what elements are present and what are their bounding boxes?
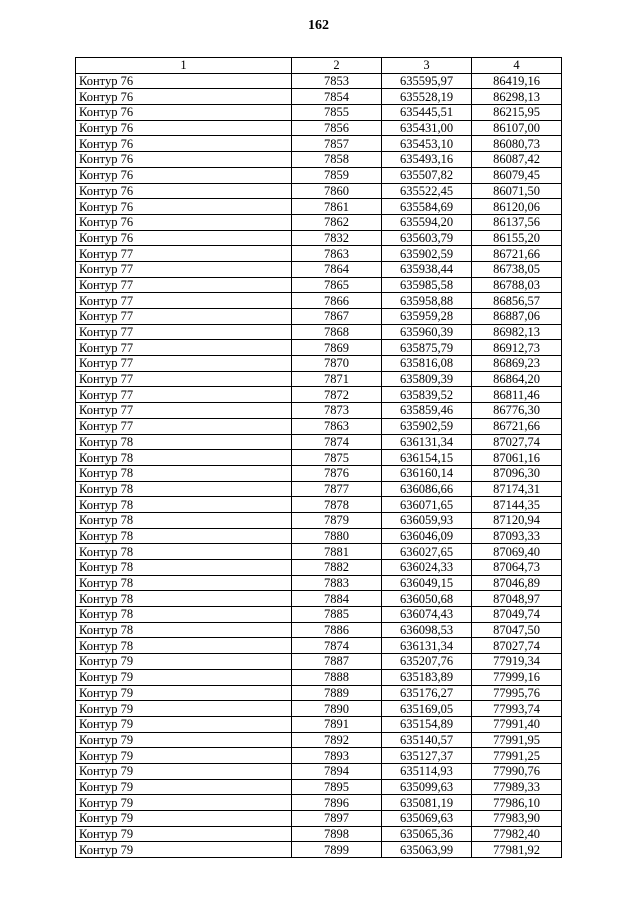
table-row bbox=[76, 183, 562, 199]
table-row bbox=[76, 701, 562, 717]
table-row bbox=[76, 89, 562, 105]
point-number-cell: 7874 bbox=[292, 638, 382, 654]
table-row bbox=[76, 669, 562, 685]
y-coordinate-cell: 86071,50 bbox=[472, 183, 562, 199]
contour-name-cell: Контур 76 bbox=[76, 152, 292, 168]
table-row bbox=[76, 246, 562, 262]
contour-name-cell: Контур 78 bbox=[76, 575, 292, 591]
y-coordinate-cell: 77989,33 bbox=[472, 779, 562, 795]
x-coordinate-cell: 635938,44 bbox=[382, 261, 472, 277]
x-coordinate-cell: 636050,68 bbox=[382, 591, 472, 607]
x-coordinate-cell: 635603,79 bbox=[382, 230, 472, 246]
table-row bbox=[76, 811, 562, 827]
contour-name-cell: Контур 79 bbox=[76, 842, 292, 858]
point-number-cell: 7878 bbox=[292, 497, 382, 513]
contour-name-cell: Контур 79 bbox=[76, 748, 292, 764]
y-coordinate-cell: 86419,16 bbox=[472, 73, 562, 89]
x-coordinate-cell: 636071,65 bbox=[382, 497, 472, 513]
point-number-cell: 7873 bbox=[292, 403, 382, 419]
contour-name-cell: Контур 76 bbox=[76, 230, 292, 246]
table-row bbox=[76, 309, 562, 325]
y-coordinate-cell: 86856,57 bbox=[472, 293, 562, 309]
point-number-cell: 7880 bbox=[292, 528, 382, 544]
header-col-3: 3 bbox=[382, 58, 472, 74]
point-number-cell: 7879 bbox=[292, 512, 382, 528]
point-number-cell: 7891 bbox=[292, 716, 382, 732]
contour-name-cell: Контур 79 bbox=[76, 701, 292, 717]
y-coordinate-cell: 87144,35 bbox=[472, 497, 562, 513]
y-coordinate-cell: 87064,73 bbox=[472, 560, 562, 576]
y-coordinate-cell: 87027,74 bbox=[472, 434, 562, 450]
y-coordinate-cell: 77991,40 bbox=[472, 716, 562, 732]
point-number-cell: 7863 bbox=[292, 418, 382, 434]
contour-name-cell: Контур 77 bbox=[76, 261, 292, 277]
x-coordinate-cell: 636074,43 bbox=[382, 607, 472, 623]
table-row bbox=[76, 434, 562, 450]
x-coordinate-cell: 635154,89 bbox=[382, 716, 472, 732]
y-coordinate-cell: 87046,89 bbox=[472, 575, 562, 591]
x-coordinate-cell: 635959,28 bbox=[382, 309, 472, 325]
x-coordinate-cell: 635859,46 bbox=[382, 403, 472, 419]
x-coordinate-cell: 636160,14 bbox=[382, 465, 472, 481]
y-coordinate-cell: 77993,74 bbox=[472, 701, 562, 717]
y-coordinate-cell: 77986,10 bbox=[472, 795, 562, 811]
table-row bbox=[76, 481, 562, 497]
table-row bbox=[76, 779, 562, 795]
point-number-cell: 7854 bbox=[292, 89, 382, 105]
x-coordinate-cell: 635902,59 bbox=[382, 246, 472, 262]
x-coordinate-cell: 636059,93 bbox=[382, 512, 472, 528]
table-row bbox=[76, 685, 562, 701]
table-row bbox=[76, 73, 562, 89]
y-coordinate-cell: 77990,76 bbox=[472, 763, 562, 779]
contour-name-cell: Контур 78 bbox=[76, 622, 292, 638]
point-number-cell: 7832 bbox=[292, 230, 382, 246]
y-coordinate-cell: 77991,95 bbox=[472, 732, 562, 748]
y-coordinate-cell: 87061,16 bbox=[472, 450, 562, 466]
contour-name-cell: Контур 76 bbox=[76, 89, 292, 105]
contour-name-cell: Контур 77 bbox=[76, 293, 292, 309]
y-coordinate-cell: 87047,50 bbox=[472, 622, 562, 638]
y-coordinate-cell: 86869,23 bbox=[472, 356, 562, 372]
y-coordinate-cell: 77991,25 bbox=[472, 748, 562, 764]
point-number-cell: 7875 bbox=[292, 450, 382, 466]
y-coordinate-cell: 87027,74 bbox=[472, 638, 562, 654]
contour-name-cell: Контур 78 bbox=[76, 497, 292, 513]
x-coordinate-cell: 635063,99 bbox=[382, 842, 472, 858]
x-coordinate-cell: 635594,20 bbox=[382, 214, 472, 230]
x-coordinate-cell: 635493,16 bbox=[382, 152, 472, 168]
x-coordinate-cell: 635207,76 bbox=[382, 654, 472, 670]
contour-name-cell: Контур 79 bbox=[76, 763, 292, 779]
point-number-cell: 7865 bbox=[292, 277, 382, 293]
table-row bbox=[76, 120, 562, 136]
table-row bbox=[76, 607, 562, 623]
contour-name-cell: Контур 77 bbox=[76, 403, 292, 419]
contour-name-cell: Контур 78 bbox=[76, 591, 292, 607]
x-coordinate-cell: 635816,08 bbox=[382, 356, 472, 372]
x-coordinate-cell: 635595,97 bbox=[382, 73, 472, 89]
point-number-cell: 7876 bbox=[292, 465, 382, 481]
point-number-cell: 7894 bbox=[292, 763, 382, 779]
table-row bbox=[76, 575, 562, 591]
contour-name-cell: Контур 78 bbox=[76, 544, 292, 560]
point-number-cell: 7898 bbox=[292, 826, 382, 842]
table-row bbox=[76, 465, 562, 481]
x-coordinate-cell: 636046,09 bbox=[382, 528, 472, 544]
y-coordinate-cell: 86087,42 bbox=[472, 152, 562, 168]
y-coordinate-cell: 86912,73 bbox=[472, 340, 562, 356]
table-row bbox=[76, 340, 562, 356]
page-number: 162 bbox=[308, 18, 329, 33]
y-coordinate-cell: 87093,33 bbox=[472, 528, 562, 544]
table-row bbox=[76, 560, 562, 576]
x-coordinate-cell: 636131,34 bbox=[382, 434, 472, 450]
table-row bbox=[76, 748, 562, 764]
contour-name-cell: Контур 77 bbox=[76, 418, 292, 434]
contour-name-cell: Контур 76 bbox=[76, 199, 292, 215]
y-coordinate-cell: 77982,40 bbox=[472, 826, 562, 842]
point-number-cell: 7862 bbox=[292, 214, 382, 230]
y-coordinate-cell: 86120,06 bbox=[472, 199, 562, 215]
table-row bbox=[76, 512, 562, 528]
table-row bbox=[76, 199, 562, 215]
point-number-cell: 7889 bbox=[292, 685, 382, 701]
y-coordinate-cell: 86215,95 bbox=[472, 105, 562, 121]
x-coordinate-cell: 635902,59 bbox=[382, 418, 472, 434]
x-coordinate-cell: 636098,53 bbox=[382, 622, 472, 638]
point-number-cell: 7872 bbox=[292, 387, 382, 403]
table-row bbox=[76, 356, 562, 372]
contour-name-cell: Контур 78 bbox=[76, 638, 292, 654]
x-coordinate-cell: 635099,63 bbox=[382, 779, 472, 795]
x-coordinate-cell: 635169,05 bbox=[382, 701, 472, 717]
point-number-cell: 7864 bbox=[292, 261, 382, 277]
x-coordinate-cell: 635985,58 bbox=[382, 277, 472, 293]
contour-name-cell: Контур 79 bbox=[76, 811, 292, 827]
contour-name-cell: Контур 76 bbox=[76, 183, 292, 199]
y-coordinate-cell: 86721,66 bbox=[472, 418, 562, 434]
x-coordinate-cell: 635528,19 bbox=[382, 89, 472, 105]
coordinates-table bbox=[75, 57, 562, 858]
y-coordinate-cell: 86811,46 bbox=[472, 387, 562, 403]
point-number-cell: 7896 bbox=[292, 795, 382, 811]
table-body bbox=[76, 73, 562, 857]
contour-name-cell: Контур 76 bbox=[76, 73, 292, 89]
x-coordinate-cell: 635958,88 bbox=[382, 293, 472, 309]
y-coordinate-cell: 86864,20 bbox=[472, 371, 562, 387]
table-row bbox=[76, 763, 562, 779]
point-number-cell: 7887 bbox=[292, 654, 382, 670]
y-coordinate-cell: 86079,45 bbox=[472, 167, 562, 183]
contour-name-cell: Контур 76 bbox=[76, 120, 292, 136]
x-coordinate-cell: 635453,10 bbox=[382, 136, 472, 152]
table-row bbox=[76, 622, 562, 638]
table-row bbox=[76, 732, 562, 748]
table-row bbox=[76, 418, 562, 434]
point-number-cell: 7860 bbox=[292, 183, 382, 199]
point-number-cell: 7883 bbox=[292, 575, 382, 591]
y-coordinate-cell: 87120,94 bbox=[472, 512, 562, 528]
point-number-cell: 7888 bbox=[292, 669, 382, 685]
point-number-cell: 7866 bbox=[292, 293, 382, 309]
table-row bbox=[76, 324, 562, 340]
y-coordinate-cell: 86298,13 bbox=[472, 89, 562, 105]
point-number-cell: 7857 bbox=[292, 136, 382, 152]
table-row bbox=[76, 654, 562, 670]
y-coordinate-cell: 86080,73 bbox=[472, 136, 562, 152]
y-coordinate-cell: 86738,05 bbox=[472, 261, 562, 277]
point-number-cell: 7856 bbox=[292, 120, 382, 136]
point-number-cell: 7869 bbox=[292, 340, 382, 356]
contour-name-cell: Контур 78 bbox=[76, 607, 292, 623]
y-coordinate-cell: 86776,30 bbox=[472, 403, 562, 419]
table-row bbox=[76, 387, 562, 403]
x-coordinate-cell: 635081,19 bbox=[382, 795, 472, 811]
y-coordinate-cell: 87096,30 bbox=[472, 465, 562, 481]
point-number-cell: 7884 bbox=[292, 591, 382, 607]
contour-name-cell: Контур 79 bbox=[76, 654, 292, 670]
point-number-cell: 7858 bbox=[292, 152, 382, 168]
point-number-cell: 7890 bbox=[292, 701, 382, 717]
point-number-cell: 7892 bbox=[292, 732, 382, 748]
y-coordinate-cell: 86887,06 bbox=[472, 309, 562, 325]
contour-name-cell: Контур 78 bbox=[76, 560, 292, 576]
point-number-cell: 7868 bbox=[292, 324, 382, 340]
y-coordinate-cell: 86982,13 bbox=[472, 324, 562, 340]
point-number-cell: 7871 bbox=[292, 371, 382, 387]
x-coordinate-cell: 636024,33 bbox=[382, 560, 472, 576]
contour-name-cell: Контур 76 bbox=[76, 136, 292, 152]
table-row bbox=[76, 826, 562, 842]
contour-name-cell: Контур 79 bbox=[76, 685, 292, 701]
x-coordinate-cell: 635522,45 bbox=[382, 183, 472, 199]
y-coordinate-cell: 86721,66 bbox=[472, 246, 562, 262]
contour-name-cell: Контур 76 bbox=[76, 214, 292, 230]
point-number-cell: 7867 bbox=[292, 309, 382, 325]
contour-name-cell: Контур 78 bbox=[76, 481, 292, 497]
contour-name-cell: Контур 77 bbox=[76, 277, 292, 293]
contour-name-cell: Контур 76 bbox=[76, 167, 292, 183]
x-coordinate-cell: 635507,82 bbox=[382, 167, 472, 183]
y-coordinate-cell: 87174,31 bbox=[472, 481, 562, 497]
contour-name-cell: Контур 78 bbox=[76, 512, 292, 528]
table-row bbox=[76, 293, 562, 309]
point-number-cell: 7885 bbox=[292, 607, 382, 623]
table-row bbox=[76, 261, 562, 277]
point-number-cell: 7861 bbox=[292, 199, 382, 215]
x-coordinate-cell: 635809,39 bbox=[382, 371, 472, 387]
point-number-cell: 7853 bbox=[292, 73, 382, 89]
table-row bbox=[76, 230, 562, 246]
y-coordinate-cell: 87049,74 bbox=[472, 607, 562, 623]
table-row bbox=[76, 371, 562, 387]
x-coordinate-cell: 636131,34 bbox=[382, 638, 472, 654]
contour-name-cell: Контур 79 bbox=[76, 826, 292, 842]
contour-name-cell: Контур 79 bbox=[76, 779, 292, 795]
x-coordinate-cell: 635183,89 bbox=[382, 669, 472, 685]
point-number-cell: 7870 bbox=[292, 356, 382, 372]
y-coordinate-cell: 86137,56 bbox=[472, 214, 562, 230]
contour-name-cell: Контур 78 bbox=[76, 450, 292, 466]
x-coordinate-cell: 635114,93 bbox=[382, 763, 472, 779]
contour-name-cell: Контур 79 bbox=[76, 732, 292, 748]
table-row bbox=[76, 716, 562, 732]
y-coordinate-cell: 86155,20 bbox=[472, 230, 562, 246]
table-row bbox=[76, 277, 562, 293]
x-coordinate-cell: 636027,65 bbox=[382, 544, 472, 560]
y-coordinate-cell: 77983,90 bbox=[472, 811, 562, 827]
x-coordinate-cell: 635875,79 bbox=[382, 340, 472, 356]
header-col-1: 1 bbox=[76, 58, 292, 74]
table-row bbox=[76, 638, 562, 654]
table-row bbox=[76, 105, 562, 121]
point-number-cell: 7863 bbox=[292, 246, 382, 262]
y-coordinate-cell: 77981,92 bbox=[472, 842, 562, 858]
x-coordinate-cell: 636049,15 bbox=[382, 575, 472, 591]
contour-name-cell: Контур 76 bbox=[76, 105, 292, 121]
x-coordinate-cell: 635445,51 bbox=[382, 105, 472, 121]
point-number-cell: 7899 bbox=[292, 842, 382, 858]
point-number-cell: 7895 bbox=[292, 779, 382, 795]
x-coordinate-cell: 635839,52 bbox=[382, 387, 472, 403]
x-coordinate-cell: 635960,39 bbox=[382, 324, 472, 340]
y-coordinate-cell: 77999,16 bbox=[472, 669, 562, 685]
y-coordinate-cell: 87069,40 bbox=[472, 544, 562, 560]
y-coordinate-cell: 86788,03 bbox=[472, 277, 562, 293]
contour-name-cell: Контур 78 bbox=[76, 434, 292, 450]
x-coordinate-cell: 635431,00 bbox=[382, 120, 472, 136]
x-coordinate-cell: 635069,63 bbox=[382, 811, 472, 827]
point-number-cell: 7855 bbox=[292, 105, 382, 121]
y-coordinate-cell: 77995,76 bbox=[472, 685, 562, 701]
contour-name-cell: Контур 77 bbox=[76, 246, 292, 262]
y-coordinate-cell: 87048,97 bbox=[472, 591, 562, 607]
contour-name-cell: Контур 78 bbox=[76, 528, 292, 544]
table-header bbox=[76, 58, 562, 74]
table-row bbox=[76, 403, 562, 419]
table-row bbox=[76, 214, 562, 230]
table-row bbox=[76, 136, 562, 152]
contour-name-cell: Контур 78 bbox=[76, 465, 292, 481]
x-coordinate-cell: 636086,66 bbox=[382, 481, 472, 497]
table-row bbox=[76, 795, 562, 811]
contour-name-cell: Контур 77 bbox=[76, 387, 292, 403]
contour-name-cell: Контур 77 bbox=[76, 309, 292, 325]
header-col-4: 4 bbox=[472, 58, 562, 74]
table-row bbox=[76, 842, 562, 858]
table-row bbox=[76, 152, 562, 168]
point-number-cell: 7877 bbox=[292, 481, 382, 497]
contour-name-cell: Контур 77 bbox=[76, 356, 292, 372]
table-row bbox=[76, 497, 562, 513]
table-row bbox=[76, 544, 562, 560]
contour-name-cell: Контур 77 bbox=[76, 340, 292, 356]
point-number-cell: 7881 bbox=[292, 544, 382, 560]
table-row bbox=[76, 450, 562, 466]
y-coordinate-cell: 86107,00 bbox=[472, 120, 562, 136]
x-coordinate-cell: 635127,37 bbox=[382, 748, 472, 764]
point-number-cell: 7897 bbox=[292, 811, 382, 827]
point-number-cell: 7882 bbox=[292, 560, 382, 576]
x-coordinate-cell: 635176,27 bbox=[382, 685, 472, 701]
contour-name-cell: Контур 79 bbox=[76, 795, 292, 811]
x-coordinate-cell: 636154,15 bbox=[382, 450, 472, 466]
point-number-cell: 7859 bbox=[292, 167, 382, 183]
contour-name-cell: Контур 79 bbox=[76, 669, 292, 685]
x-coordinate-cell: 635140,57 bbox=[382, 732, 472, 748]
table-row bbox=[76, 591, 562, 607]
contour-name-cell: Контур 77 bbox=[76, 324, 292, 340]
point-number-cell: 7874 bbox=[292, 434, 382, 450]
point-number-cell: 7893 bbox=[292, 748, 382, 764]
point-number-cell: 7886 bbox=[292, 622, 382, 638]
table-row bbox=[76, 167, 562, 183]
y-coordinate-cell: 77919,34 bbox=[472, 654, 562, 670]
contour-name-cell: Контур 77 bbox=[76, 371, 292, 387]
table-row bbox=[76, 528, 562, 544]
x-coordinate-cell: 635584,69 bbox=[382, 199, 472, 215]
header-col-2: 2 bbox=[292, 58, 382, 74]
contour-name-cell: Контур 79 bbox=[76, 716, 292, 732]
x-coordinate-cell: 635065,36 bbox=[382, 826, 472, 842]
header-row bbox=[76, 58, 562, 74]
